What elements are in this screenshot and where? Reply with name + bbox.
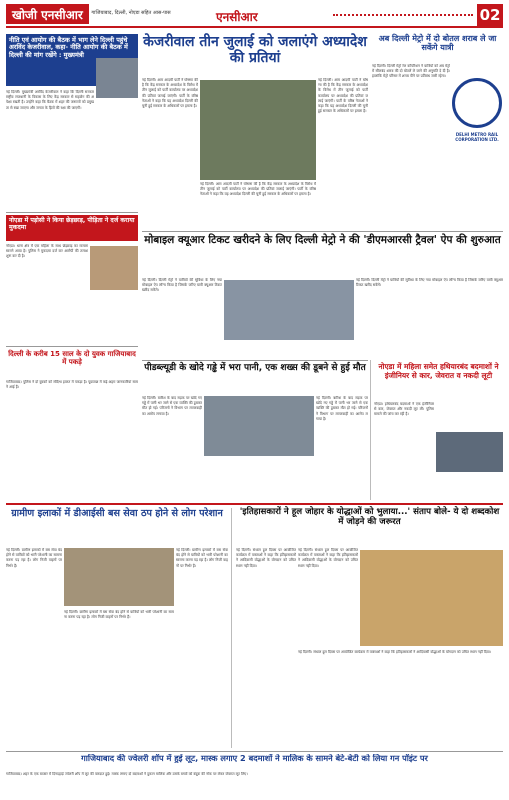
bottom-headline: गाजियाबाद की ज्वेलरी शॉप में हुई लूट, मास्क लगाए 2 बदमाशों ने मालिक के सामने बेटे-बेटी को लिया गन पॉइंट पर [81,754,428,763]
bottom-headline-box [6,754,503,770]
history-body-2: नई दिल्ली। संथाल हूल दिवस पर आयोजित कार्यक्रम में वक्ताओं ने कहा कि इतिहासकारों ने आदिवासी योद्धाओं के योगदान को उचित स्थान नहीं दिया। [298,548,358,568]
photo-metro-train [224,280,354,340]
main-headline: केजरीवाल तीन जुलाई को जलाएंगे अध्यादेश की प्रतियां [143,34,367,67]
column-divider [370,360,371,500]
photo-protest [200,80,316,180]
ticket-headline-box [142,234,503,274]
left-top-body: नई दिल्ली। मुख्यमंत्री अरविंद केजरीवाल ने कहा कि दिल्ली सरकार राष्ट्रीय राजधानी के विकास के लिए केंद्र सरकार से सहयोग की अपेक्षा रखती है। उन्होंने कहा कि बैठक में शहर की जरूरतों को प्रमुखता से रखा जाएगा और जनता के हितों की रक्षा की जाएगी। [6,90,94,110]
pit-headline: पीडब्ल्यूडी के खोदे गड्ढे में भरा पानी, एक शख्स की डूबने से हुई मौत [144,363,366,373]
main-body-col1: नई दिल्ली। आम आदमी पार्टी ने घोषणा की है कि केंद्र सरकार के अध्यादेश के विरोध में तीन जुलाई को पार्टी कार्यालय पर अध्यादेश की प्रतियां जलाई जाएंगी। पार्टी के वरिष्ठ नेताओं ने कहा कि यह अध्यादेश दिल्ली की चुनी हुई सरकार के अधिकारों पर हमला है। [142,78,198,109]
page-number: 02 [477,4,503,26]
photo-flooded-road [204,396,314,456]
column-divider [231,508,232,748]
main-headline-box [142,34,368,74]
history-headline-box [236,508,503,544]
photo-village [64,548,174,606]
pit-body: नई दिल्ली। बारिश के बाद सड़क पर खोदे गए गड्ढे में पानी भर जाने से एक व्यक्ति की डूबकर मौत हो गई। परिजनों ने विभाग पर लापरवाही का आरोप लगाया है। [142,396,202,416]
bus-headline-box [6,508,228,544]
divider [142,231,503,232]
divider [6,751,503,752]
pit-body-right: नई दिल्ली। बारिश के बाद सड़क पर खोदे गए गड्ढे में पानी भर जाने से एक व्यक्ति की डूबकर मौत हो गई। परिजनों ने विभाग पर लापरवाही का आरोप लगाया है। [316,396,368,421]
metro-headline: अब दिल्ली मेट्रो में दो बोतल शराब ले जा सकेंगे यात्री [378,34,497,53]
history-body-3: नई दिल्ली। संथाल हूल दिवस पर आयोजित कार्यक्रम में वक्ताओं ने कहा कि इतिहासकारों ने आदिवासी योद्धाओं के योगदान को उचित स्थान नहीं दिया। [298,650,492,654]
masthead-divider [333,14,473,17]
left-low-headline-box [6,350,138,378]
brand-logo: खोजी एनसीआर [6,4,89,24]
divider [6,503,503,505]
left-mid-headline: नोएडा में पड़ोसी ने किया छेड़छाड़, पीड़िता ने दर्ज कराया मुकदमा [9,217,135,232]
dmrc-logo-text: DELHI METRO RAIL CORPORATION LTD. [455,132,499,142]
pit-headline-box [142,363,368,393]
photo-kejriwal [96,58,138,98]
dmrc-logo-icon [452,78,502,128]
ticket-headline: मोबाइल क्यूआर टिकट खरीदने के लिए दिल्ली मेट्रो ने की 'डीएमआरसी ट्रैवल' ऐप की शुरुआत [144,234,501,246]
left-low-headline: दिल्ली के करीब 15 साल के दो युवक गाजियाबाद में पकड़े [8,350,136,367]
photo-noida [90,246,138,290]
divider [142,360,368,361]
bus-body: नई दिल्ली। ग्रामीण इलाकों में बस सेवा बंद होने से यात्रियों को भारी परेशानी का सामना करना पड़ रहा है। लोग निजी वाहनों पर निर्भर हैं। [6,548,62,568]
bottom-body: गाजियाबाद। शहर के एक बाजार में दिनदहाड़े ज्वेलरी शॉप में लूट की वारदात हुई। मास्क लगाए दो बदमाशों ने दुकान मालिक और उसके बच्चों को बंदूक की नोक पर लेकर जेवरात लूट लिए। [6,772,248,776]
history-headline: 'इतिहासकारों ने हूल जोहार के योद्धाओं को भुलाया...' संताप बोले- ये दो शब्दकोश में जोड़ने की जरूरत [239,507,500,527]
photo-car [436,432,503,472]
noida-headline: नोएडा में महिला समेत हथियारबंद बदमाशों ने इंजीनियर से कार, जेवरात व नकदी लूटी [378,362,499,380]
left-mid-headline-box [6,215,138,241]
main-body-col3: नई दिल्ली। आम आदमी पार्टी ने घोषणा की है कि केंद्र सरकार के अध्यादेश के विरोध में तीन जुलाई को पार्टी कार्यालय पर अध्यादेश की प्रतियां जलाई जाएंगी। पार्टी के वरिष्ठ नेताओं ने कहा कि यह अध्यादेश दिल्ली की चुनी हुई सरकार के अधिकारों पर हमला है। [200,182,316,197]
metro-headline-box [372,34,503,62]
divider [6,346,138,347]
left-mid-body: नोएडा। थाना क्षेत्र में एक महिला के साथ छेड़छाड़ का मामला सामने आया है। पुलिस ने मुकदमा दर्ज कर आरोपी की तलाश शुरू कर दी है। [6,244,88,259]
masthead [6,4,503,28]
left-top-headline: नीति एवं आयोग की बैठक में भाग लेने दिल्ली पहुंचे अरविंद केजरीवाल, कहा- नीति आयोग की बैठक में दिल्ली की मांग रखेंगे : मुख्यमंत्री [9,36,128,59]
dateline: गाजियाबाद, दिल्ली, नोएडा सहित आस-पास [91,10,171,16]
metro-body: नई दिल्ली। दिल्ली मेट्रो रेल कॉर्पोरेशन ने यात्रियों को अब मेट्रो में सीलबंद शराब की दो बोतलें ले जाने की अनुमति दे दी है। हालांकि मेट्रो परिसर में शराब पीने पर प्रतिबंध जारी रहेगा। [372,64,450,79]
noida-headline-box [374,363,503,399]
history-body: नई दिल्ली। संथाल हूल दिवस पर आयोजित कार्यक्रम में वक्ताओं ने कहा कि इतिहासकारों ने आदिवासी योद्धाओं के योगदान को उचित स्थान नहीं दिया। [236,548,296,568]
main-body-col2: नई दिल्ली। आम आदमी पार्टी ने घोषणा की है कि केंद्र सरकार के अध्यादेश के विरोध में तीन जुलाई को पार्टी कार्यालय पर अध्यादेश की प्रतियां जलाई जाएंगी। पार्टी के वरिष्ठ नेताओं ने कहा कि यह अध्यादेश दिल्ली की चुनी हुई सरकार के अधिकारों पर हमला है। [318,78,368,114]
bus-body-right: नई दिल्ली। ग्रामीण इलाकों में बस सेवा बंद होने से यात्रियों को भारी परेशानी का सामना करना पड़ रहा है। लोग निजी वाहनों पर निर्भर हैं। [176,548,228,568]
bus-headline: ग्रामीण इलाकों में डीआईसी बस सेवा ठप होने से लोग परेशान [11,508,223,519]
section-title: एनसीआर [216,10,258,24]
ticket-body: नई दिल्ली। दिल्ली मेट्रो ने यात्रियों की सुविधा के लिए नया मोबाइल ऐप लॉन्च किया है जिसके जरिए यात्री क्यूआर टिकट खरीद सकेंगे। [142,278,222,293]
left-low-body: गाजियाबाद। पुलिस ने दो युवकों को संदिग्ध हालत में पकड़ा है। पूछताछ में कई अहम जानकारियां सामने आई हैं। [6,380,138,390]
bus-body-lower: नई दिल्ली। ग्रामीण इलाकों में बस सेवा बंद होने से यात्रियों को भारी परेशानी का सामना करना पड़ रहा है। लोग निजी वाहनों पर निर्भर हैं। [64,610,174,620]
photo-cultural-event [360,550,503,646]
ticket-body-right: नई दिल्ली। दिल्ली मेट्रो ने यात्रियों की सुविधा के लिए नया मोबाइल ऐप लॉन्च किया है जिसके जरिए यात्री क्यूआर टिकट खरीद सकेंगे। [356,278,503,288]
noida-body: नोएडा। हथियारबंद बदमाशों ने एक इंजीनियर से कार, जेवरात और नकदी लूट ली। पुलिस मामले की जांच कर रही है। [374,402,434,417]
divider [6,212,138,213]
